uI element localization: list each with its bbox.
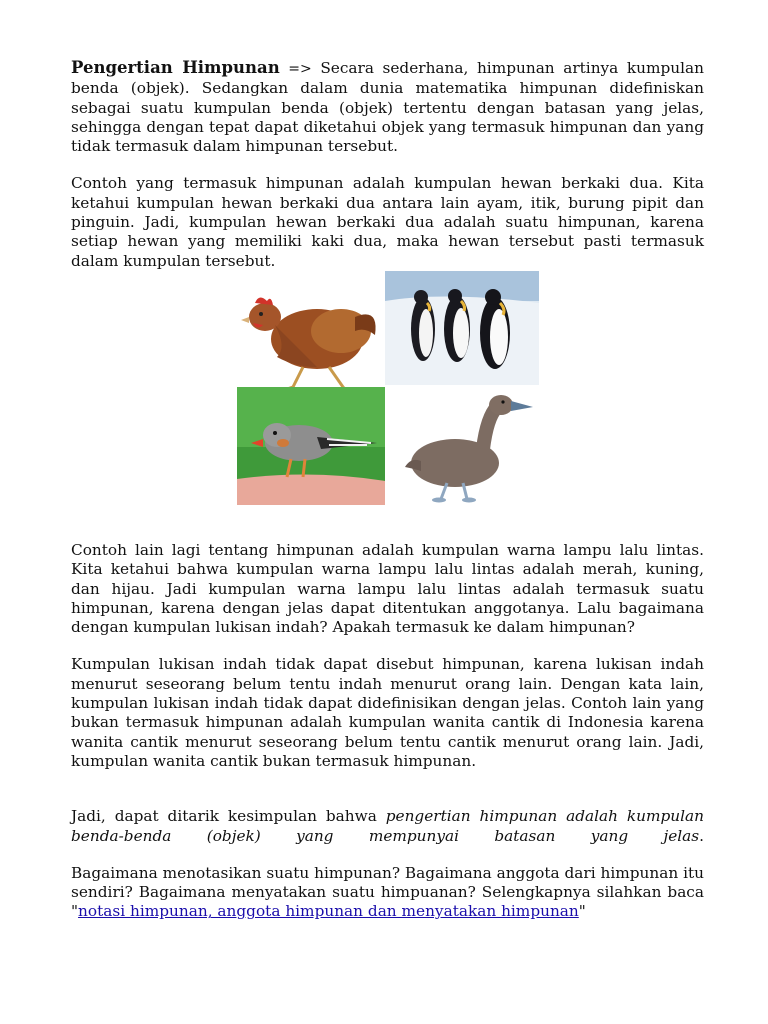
spacer (71, 789, 704, 807)
animal-images (71, 271, 704, 541)
paragraph-example-animals: Contoh yang termasuk himpunan adalah kumpulan hewan berkaki dua. Kita ketahui kumpulan hewan berkaki dua antara lain ayam, itik, burung pipit dan pinguin. Jadi, kumpulan hewan berkaki dua adalah suatu himpunan, karena setiap hewan yang memiliki kaki dua, maka hewan tersebut pasti termasuk dalam kumpulan tersebut. (71, 174, 704, 270)
conclusion-end: . (699, 826, 704, 845)
conclusion-italic: pengertian himpunan adalah kumpulan benda-benda (objek) yang mempunyai batasan yang jelas (71, 807, 705, 845)
finch-image (237, 387, 385, 505)
arrow-symbol: => (288, 61, 312, 77)
conclusion-lead: Jadi, dapat ditarik kesimpulan bahwa (71, 807, 386, 826)
paragraph-non-set: Kumpulan lukisan indah tidak dapat disebut himpunan, karena lukisan indah menurut seseorang belum tentu indah menurut orang lain. Dengan kata lain, kumpulan lukisan indah tidak dapat didefinisikan dengan jelas. Contoh lain yang bukan termasuk himpunan adalah kumpulan wanita cantik di Indonesia karena wanita cantik menurut seseorang belum tentu cantik menurut orang lain. Jadi, kumpulan wanita cantik bukan termasuk himpunan. (71, 655, 704, 770)
further-reading-text: Bagaimana menotasikan suatu himpunan? Bagaimana anggota dari himpunan itu sendiri? Bagaimana menyatakan suatu himpuanan? Selengkapnya silahkan baca " (71, 863, 704, 921)
paragraph-definition (71, 58, 704, 156)
further-reading-link[interactable]: notasi himpunan, anggota himpunan dan menyatakan himpunan (78, 902, 579, 921)
chicken-image (237, 287, 385, 401)
paragraph-traffic-lights: Contoh lain lagi tentang himpunan adalah kumpulan warna lampu lalu lintas. Kita ketahui bahwa kumpulan warna lampu lalu lintas adalah merah, kuning, dan hijau. Jadi kumpulan warna lampu lalu lintas adalah termasuk suatu himpunan, karena dengan jelas dapat ditentukan anggotanya. Lalu bagaimana dengan kumpulan lukisan indah? Apakah termasuk ke dalam himpunan? (71, 540, 704, 637)
penguins-image (385, 271, 539, 385)
paragraph-conclusion (71, 807, 704, 846)
definition-text: Secara sederhana, himpunan artinya kumpulan benda (objek). Sedangkan dalam dunia matematika himpunan didefiniskan sebagai suatu kumpulan benda (objek) tertentu dengan batasan yang jelas, sehingga dengan tepat dapat diketahui objek yang termasuk himpunan dan yang tidak termasuk dalam himpunan tersebut. (71, 59, 704, 156)
term-heading: Pengertian Himpunan (71, 58, 280, 77)
further-reading-close: " (578, 902, 586, 921)
duck-image (391, 387, 541, 505)
paragraph-further-reading (71, 864, 704, 922)
document-content (71, 58, 704, 940)
